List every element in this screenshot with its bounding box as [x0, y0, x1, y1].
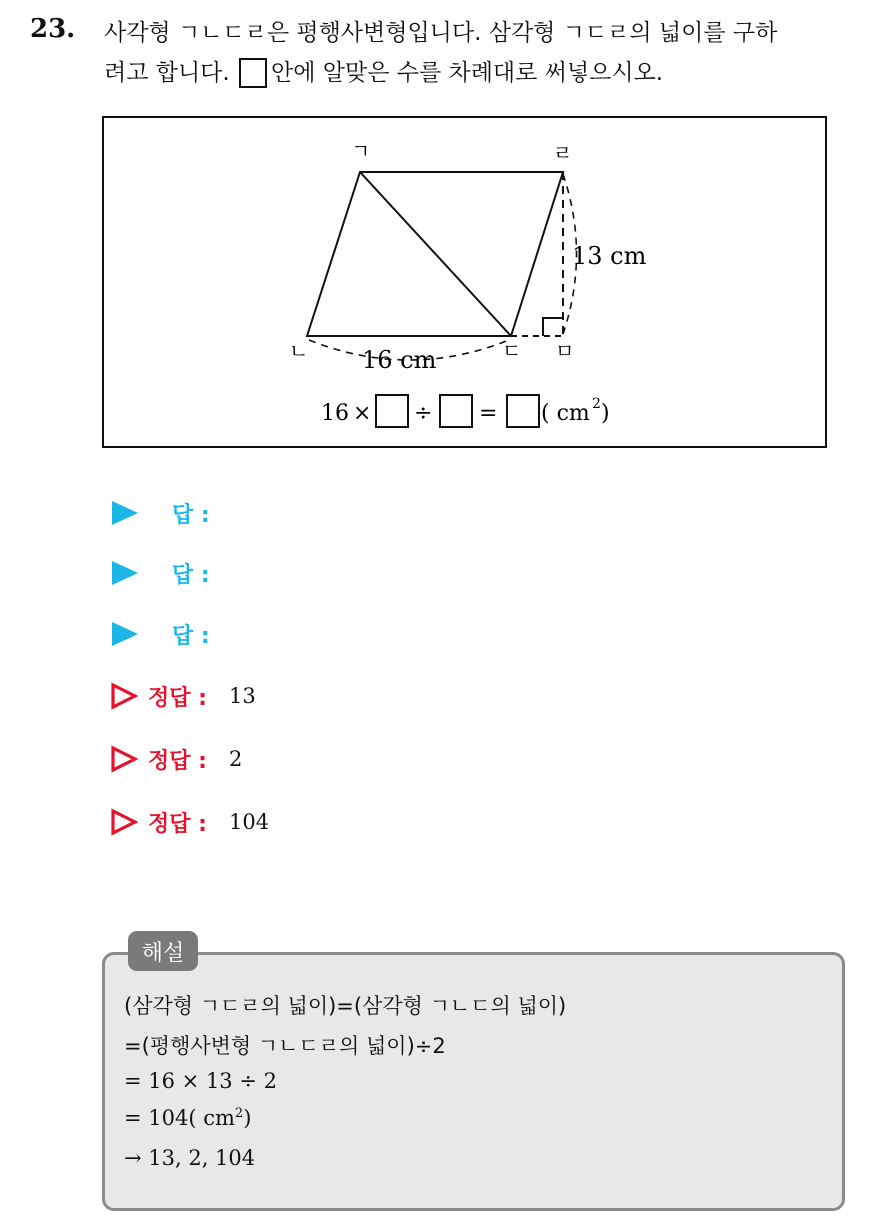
outline-triangle-icon: [110, 745, 138, 773]
question-text-line2: [104, 54, 663, 88]
outline-triangle-icon: [110, 682, 138, 710]
question-number: 23.: [30, 14, 76, 44]
answer-label: 답 :: [172, 502, 210, 528]
explanation-line-4-post: ): [243, 1106, 252, 1130]
formula-sup: 2: [592, 396, 601, 412]
vertex-label-m: ㅁ: [555, 339, 575, 363]
key-value: 13: [228, 684, 256, 708]
right-angle-icon: [543, 318, 563, 336]
diagonal-line: [360, 172, 511, 336]
explanation-line-1: (삼각형 ㄱㄷㄹ의 넓이)=(삼각형 ㄱㄴㄷ의 넓이): [124, 994, 567, 1018]
key-value: 2: [228, 747, 243, 771]
key-label: 정답 :: [148, 748, 207, 774]
formula-16: 16: [321, 401, 349, 426]
answer-label: 답 :: [172, 623, 210, 649]
vertex-label-d: ㄷ: [502, 339, 522, 363]
formula-blank-1: [376, 395, 408, 427]
explanation-tag: 해설: [128, 931, 198, 971]
height-label: 13 cm: [572, 242, 647, 270]
play-triangle-icon: [112, 622, 138, 646]
formula-eq: =: [479, 401, 498, 426]
explanation-line-5: → 13, 2, 104: [124, 1146, 256, 1170]
vertex-label-g: ㄱ: [351, 139, 371, 163]
explanation-line-3: = 16 × 13 ÷ 2: [124, 1069, 277, 1093]
answer-row-1[interactable]: [112, 496, 210, 530]
answer-label: 답 :: [172, 562, 210, 588]
parallelogram-figure: [102, 116, 827, 448]
question-text-line1: 사각형 ㄱㄴㄷㄹ은 평행사변형입니다. 삼각형 ㄱㄷㄹ의 넓이를 구하: [104, 20, 778, 46]
formula-blank-3: [507, 395, 539, 427]
explanation-line-2: =(평행사변형 ㄱㄴㄷㄹ의 넓이)÷2: [124, 1034, 446, 1058]
key-row-3: [110, 805, 269, 839]
key-label: 정답 :: [148, 685, 207, 711]
question-text-line2-post: 안에 알맞은 수를 차례대로 써넣으시오.: [271, 60, 664, 86]
play-triangle-icon: [112, 561, 138, 585]
parallelogram-diagram: [104, 118, 825, 446]
blank-box-icon: [239, 58, 267, 88]
base-label: 16 cm: [362, 346, 437, 374]
question-text-line2-pre: 려고 합니다.: [104, 60, 230, 86]
explanation-line-4-pre: = 104( cm: [124, 1106, 235, 1130]
outline-triangle-icon: [110, 808, 138, 836]
vertex-label-r: ㄹ: [553, 141, 573, 165]
key-value: 104: [228, 810, 270, 834]
key-row-2: [110, 742, 242, 776]
play-triangle-icon: [112, 501, 138, 525]
formula-times: ×: [353, 401, 372, 426]
explanation-line-4: [124, 1106, 251, 1130]
formula-div: ÷: [414, 401, 433, 426]
answer-row-3[interactable]: [112, 617, 210, 651]
answer-row-2[interactable]: [112, 556, 210, 590]
formula-blank-2: [440, 395, 472, 427]
key-label: 정답 :: [148, 811, 207, 837]
formula-unit: ( cm: [541, 401, 590, 426]
explanation-line-4-sup: 2: [234, 1106, 244, 1121]
key-row-1: [110, 679, 256, 713]
formula-close: ): [601, 401, 610, 426]
vertex-label-n: ㄴ: [289, 339, 309, 363]
